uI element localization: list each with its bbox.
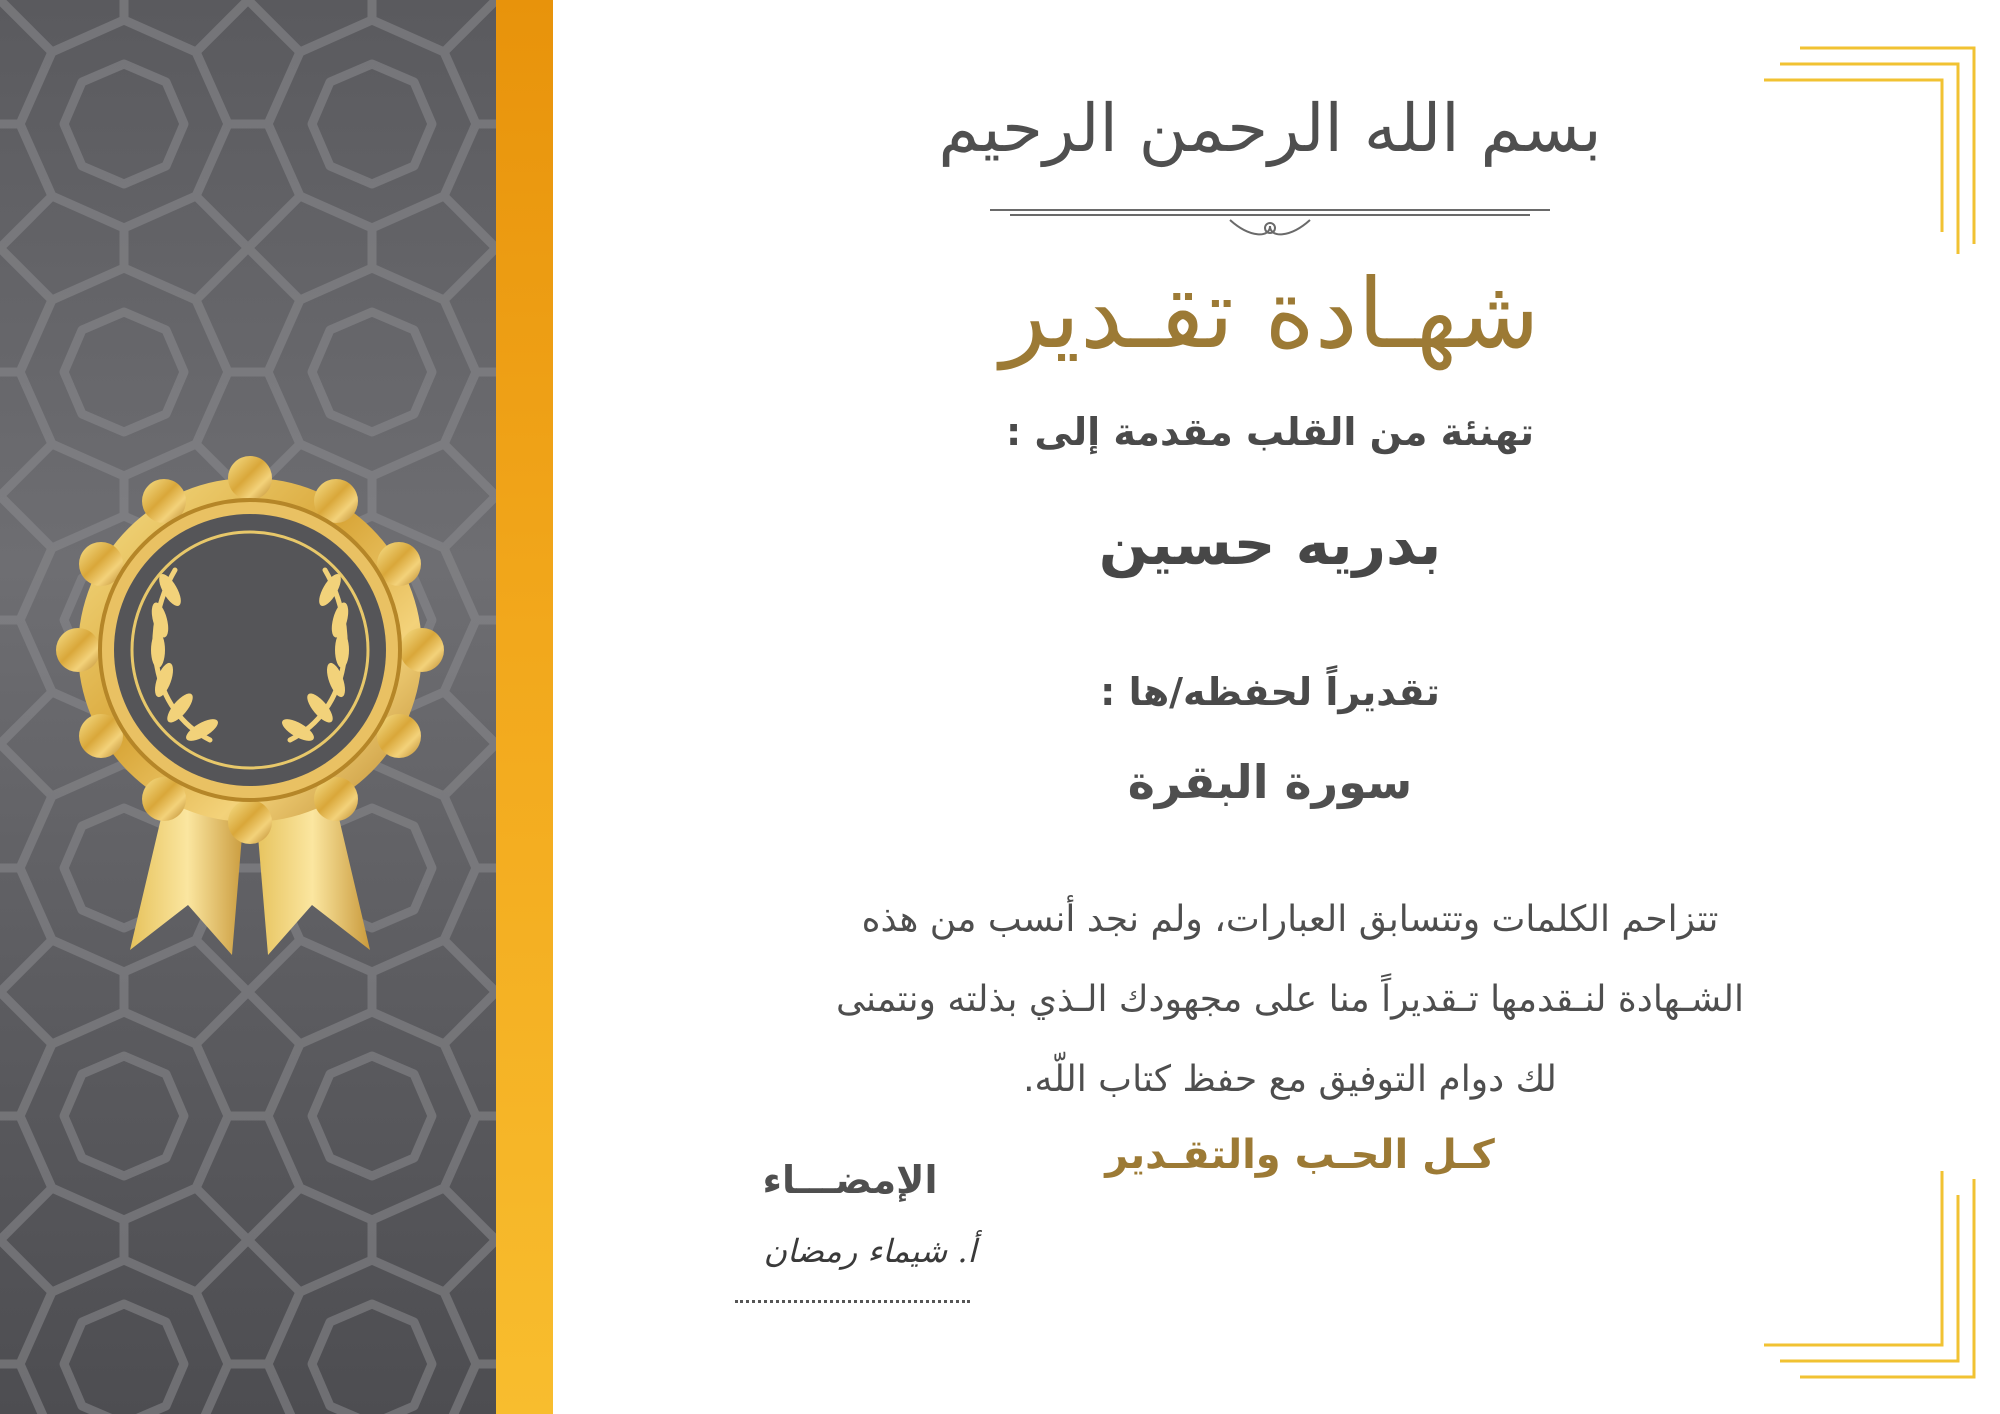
- message-line: لك دوام التوفيق مع حفظ كتاب اللّه.: [1023, 1059, 1557, 1100]
- corner-lines-icon: [1760, 1165, 1980, 1385]
- message-line: تتزاحم الكلمات وتتسابق العبارات، ولم نجد أنسب من هذه: [861, 899, 1719, 940]
- closing-text: كـل الحـب والتقـدير: [1105, 1132, 1495, 1178]
- signature-name: أ. شيماء رمضان: [763, 1232, 977, 1270]
- side-pattern-panel: [0, 0, 496, 1414]
- signature-line: [735, 1300, 970, 1303]
- achievement-text: سورة البقرة: [1127, 755, 1413, 809]
- certificate-subtitle: تهنئة من القلب مقدمة إلى :: [1005, 410, 1534, 454]
- ornamental-divider-icon: [980, 198, 1560, 248]
- signature-label: الإمضـــاء: [762, 1158, 938, 1202]
- laurel-medal-icon: [40, 450, 460, 970]
- certificate-title: شهـادة تقـدير: [1000, 258, 1540, 370]
- bismillah-calligraphy: بسم الله الرحمن الرحيم: [938, 89, 1602, 167]
- reason-label: تقديراً لحفظه/ها :: [1100, 670, 1440, 714]
- gold-stripe: [496, 0, 553, 1414]
- corner-lines-icon: [1760, 44, 1980, 259]
- message-line: الشـهادة لنـقدمها تـقديراً منا على مجهودك الـذي بذلته ونتمنى: [835, 979, 1745, 1020]
- recipient-name: بدريه حسين: [1098, 510, 1442, 578]
- certificate-message: [715, 880, 1865, 1120]
